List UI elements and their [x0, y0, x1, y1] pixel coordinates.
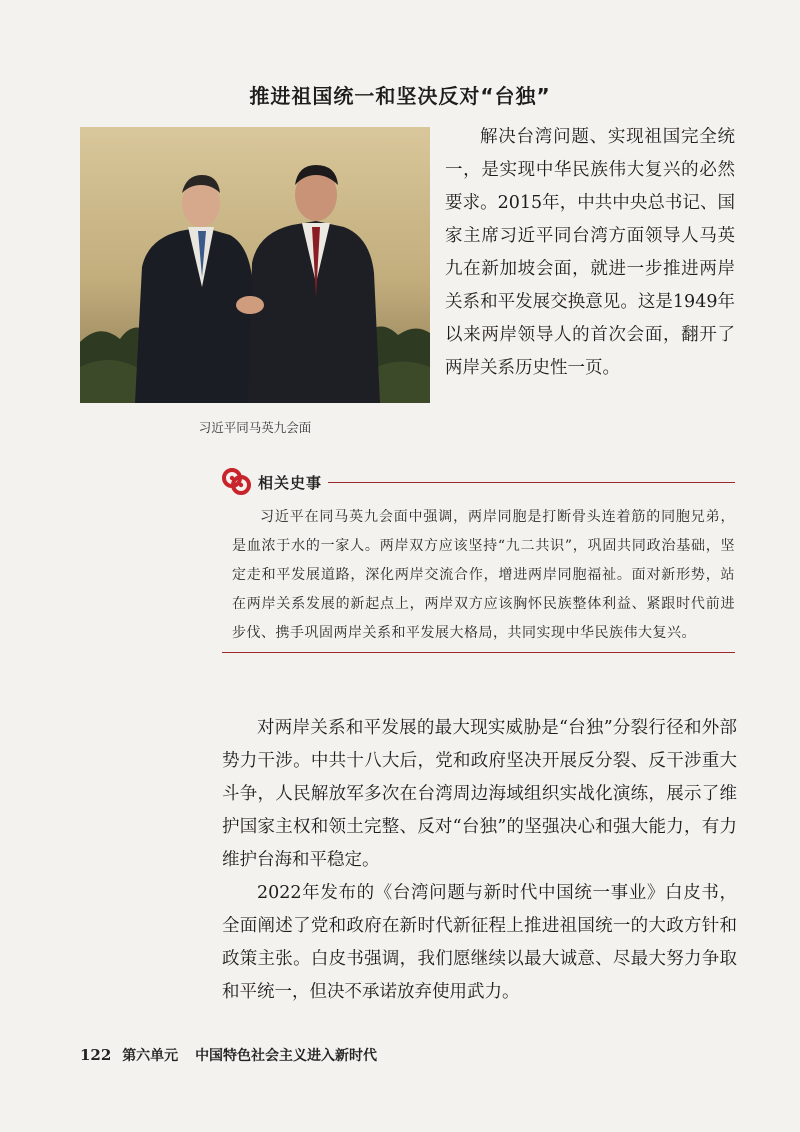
section-title: 推进祖国统一和坚决反对“台独”	[249, 84, 551, 108]
related-history-box	[222, 465, 735, 653]
divider	[222, 652, 735, 653]
intro-paragraph: 解决台湾问题、实现祖国完全统一，是实现中华民族伟大复兴的必然要求。2015年，中共中央总书记、国家主席习近平同台湾方面领导人马英九在新加坡会面，就进一步推进两岸关系和平发展交换意见。这是1949年以来两岸领导人的首次会面，翻开了两岸关系历史性一页。	[445, 127, 735, 378]
page-footer	[80, 1045, 377, 1065]
related-history-header	[222, 465, 735, 499]
related-history-paragraph: 习近平在同马英九会面中强调，两岸同胞是打断骨头连着筋的同胞兄弟，是血浓于水的一家人。两岸双方应该坚持“九二共识”，巩固共同政治基础，坚定走和平发展道路，深化两岸交流合作，增进两岸同胞福祉。面对新形势，站在两岸关系发展的新起点上，两岸双方应该胸怀民族整体利益、紧跟时代前进步伐、携手巩固两岸关系和平发展大格局，共同实现中华民族伟大复兴。	[232, 509, 735, 641]
unit-label: 第六单元	[122, 1048, 179, 1064]
intro-text	[445, 121, 735, 385]
related-history-text	[232, 503, 735, 648]
main-paragraph: 2022年发布的《台湾问题与新时代中国统一事业》白皮书，全面阐述了党和政府在新时代新征程上推进祖国统一的大政方针和政策主张。白皮书强调，我们愿继续以最大诚意、尽最大努力争取和平统一，但决不承诺放弃使用武力。	[222, 883, 737, 1002]
related-history-title: 相关史事	[258, 474, 323, 492]
main-paragraph: 对两岸关系和平发展的最大现实威胁是“台独”分裂行径和外部势力干涉。中共十八大后，党和政府坚决开展反分裂、反干涉重大斗争，人民解放军多次在台湾周边海域组织实战化演练，展示了维护国家主权和领土完整、反对“台独”的坚强决心和强大能力，有力维护台海和平稳定。	[222, 718, 737, 870]
unit-title: 中国特色社会主义进入新时代	[195, 1048, 378, 1064]
knot-icon	[220, 465, 254, 499]
page-number: 122	[80, 1046, 112, 1064]
meeting-photo	[80, 127, 430, 403]
photo-caption: 习近平同马英九会面	[198, 420, 312, 435]
divider	[328, 482, 735, 483]
main-text	[222, 712, 737, 1009]
